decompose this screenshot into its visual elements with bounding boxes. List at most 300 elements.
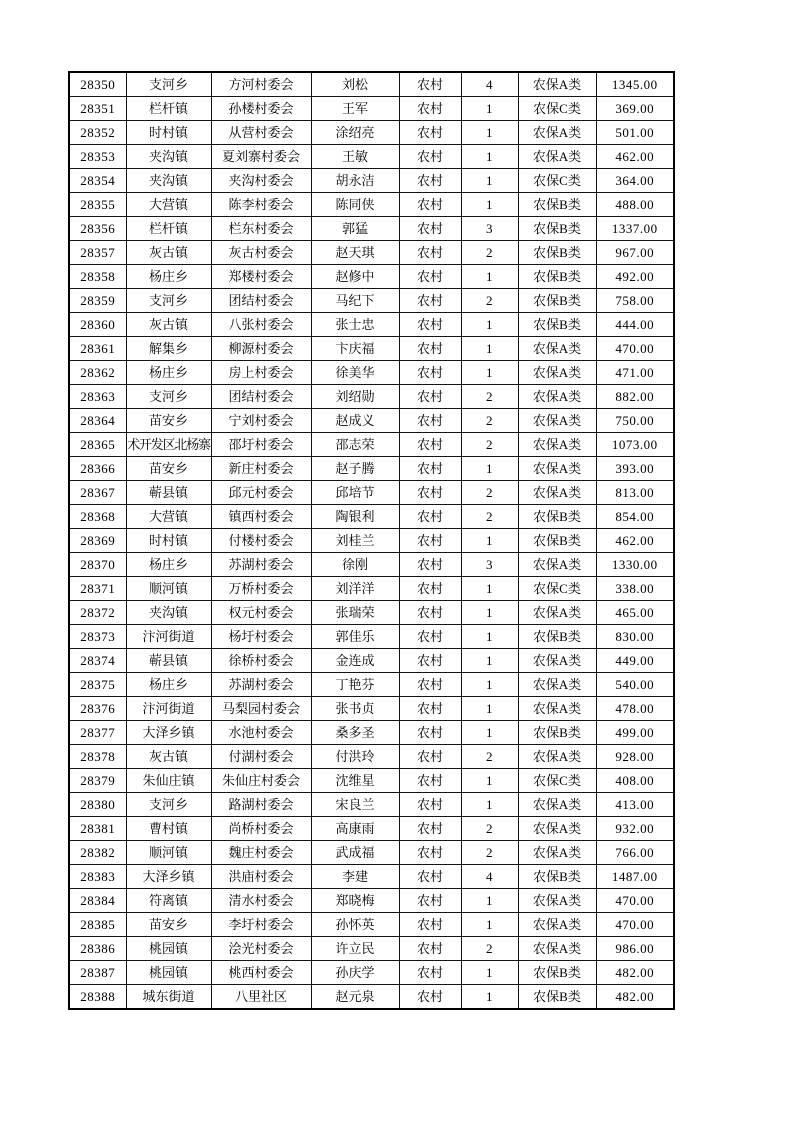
cell-name: 王军 [311,97,399,121]
cell-amount: 449.00 [596,649,674,673]
cell-township: 支河乡 [126,793,211,817]
cell-village: 灰古村委会 [211,241,311,265]
cell-category: 农保A类 [518,433,596,457]
cell-township: 杨庄乡 [126,553,211,577]
cell-name: 李建 [311,865,399,889]
cell-id: 28380 [69,793,126,817]
table-row [69,817,674,841]
cell-id: 28385 [69,913,126,937]
cell-type: 农村 [399,961,461,985]
cell-name: 卞庆福 [311,337,399,361]
cell-township: 杨庄乡 [126,361,211,385]
cell-category: 农保A类 [518,553,596,577]
cell-township: 桃园镇 [126,937,211,961]
cell-amount: 478.00 [596,697,674,721]
cell-category: 农保B类 [518,289,596,313]
cell-name: 张瑞荣 [311,601,399,625]
cell-count: 1 [461,985,518,1010]
cell-village: 孙楼村委会 [211,97,311,121]
table-body [69,72,674,1009]
cell-type: 农村 [399,409,461,433]
cell-amount: 444.00 [596,313,674,337]
cell-count: 2 [461,433,518,457]
cell-name: 涂绍亮 [311,121,399,145]
cell-name: 宋良兰 [311,793,399,817]
cell-village: 浍光村委会 [211,937,311,961]
cell-name: 刘绍勋 [311,385,399,409]
table-row [69,241,674,265]
cell-village: 徐桥村委会 [211,649,311,673]
cell-amount: 501.00 [596,121,674,145]
cell-village: 路湖村委会 [211,793,311,817]
table-row [69,721,674,745]
cell-village: 团结村委会 [211,289,311,313]
cell-township: 栏杆镇 [126,217,211,241]
cell-id: 28352 [69,121,126,145]
cell-count: 2 [461,241,518,265]
cell-township: 大泽乡镇 [126,721,211,745]
cell-type: 农村 [399,313,461,337]
cell-count: 1 [461,673,518,697]
cell-count: 1 [461,793,518,817]
cell-amount: 830.00 [596,625,674,649]
cell-amount: 369.00 [596,97,674,121]
cell-amount: 393.00 [596,457,674,481]
cell-type: 农村 [399,745,461,769]
cell-category: 农保A类 [518,385,596,409]
cell-id: 28354 [69,169,126,193]
cell-name: 邱培节 [311,481,399,505]
cell-id: 28382 [69,841,126,865]
cell-amount: 813.00 [596,481,674,505]
cell-id: 28353 [69,145,126,169]
cell-type: 农村 [399,289,461,313]
table-row [69,72,674,97]
cell-amount: 471.00 [596,361,674,385]
cell-category: 农保A类 [518,817,596,841]
cell-type: 农村 [399,817,461,841]
table-row [69,841,674,865]
cell-village: 杨圩村委会 [211,625,311,649]
cell-name: 桑多圣 [311,721,399,745]
cell-village: 陈李村委会 [211,193,311,217]
cell-name: 张书贞 [311,697,399,721]
cell-category: 农保A类 [518,337,596,361]
cell-category: 农保A类 [518,745,596,769]
cell-amount: 465.00 [596,601,674,625]
cell-count: 2 [461,409,518,433]
cell-township: 蕲县镇 [126,481,211,505]
cell-township: 大营镇 [126,505,211,529]
cell-township: 杨庄乡 [126,673,211,697]
cell-category: 农保C类 [518,97,596,121]
table-row [69,865,674,889]
cell-name: 邵志荣 [311,433,399,457]
cell-name: 金连成 [311,649,399,673]
table-row [69,793,674,817]
cell-category: 农保B类 [518,961,596,985]
cell-id: 28350 [69,72,126,97]
cell-village: 方河村委会 [211,72,311,97]
cell-amount: 882.00 [596,385,674,409]
cell-name: 高康雨 [311,817,399,841]
cell-count: 1 [461,337,518,361]
cell-type: 农村 [399,601,461,625]
cell-id: 28372 [69,601,126,625]
cell-village: 清水村委会 [211,889,311,913]
table-row [69,265,674,289]
cell-category: 农保C类 [518,577,596,601]
cell-id: 28356 [69,217,126,241]
table-row [69,337,674,361]
cell-name: 沈维星 [311,769,399,793]
cell-name: 刘松 [311,72,399,97]
cell-count: 2 [461,841,518,865]
table-row [69,505,674,529]
cell-type: 农村 [399,841,461,865]
cell-name: 赵成义 [311,409,399,433]
cell-amount: 986.00 [596,937,674,961]
cell-village: 付楼村委会 [211,529,311,553]
cell-name: 徐美华 [311,361,399,385]
cell-name: 武成福 [311,841,399,865]
table-row [69,745,674,769]
cell-id: 28378 [69,745,126,769]
cell-village: 尚桥村委会 [211,817,311,841]
cell-township: 灰古镇 [126,745,211,769]
cell-id: 28368 [69,505,126,529]
cell-name: 赵修中 [311,265,399,289]
cell-type: 农村 [399,169,461,193]
cell-id: 28377 [69,721,126,745]
cell-township: 解集乡 [126,337,211,361]
table-row [69,289,674,313]
cell-count: 1 [461,361,518,385]
cell-type: 农村 [399,889,461,913]
cell-id: 28357 [69,241,126,265]
social-insurance-payment-table [68,71,675,1010]
cell-township: 灰古镇 [126,241,211,265]
cell-category: 农保A类 [518,841,596,865]
cell-id: 28364 [69,409,126,433]
cell-village: 八张村委会 [211,313,311,337]
cell-amount: 766.00 [596,841,674,865]
cell-amount: 492.00 [596,265,674,289]
cell-amount: 408.00 [596,769,674,793]
cell-id: 28360 [69,313,126,337]
cell-category: 农保A类 [518,72,596,97]
cell-type: 农村 [399,361,461,385]
cell-name: 赵天琪 [311,241,399,265]
cell-amount: 338.00 [596,577,674,601]
cell-village: 宁刘村委会 [211,409,311,433]
cell-township: 杨庄乡 [126,265,211,289]
cell-id: 28359 [69,289,126,313]
cell-count: 1 [461,313,518,337]
cell-village: 团结村委会 [211,385,311,409]
cell-township: 桃园镇 [126,961,211,985]
cell-village: 马梨园村委会 [211,697,311,721]
cell-category: 农保A类 [518,361,596,385]
cell-count: 1 [461,193,518,217]
cell-id: 28355 [69,193,126,217]
cell-id: 28379 [69,769,126,793]
cell-category: 农保A类 [518,601,596,625]
cell-count: 2 [461,385,518,409]
cell-category: 农保A类 [518,121,596,145]
cell-village: 栏东村委会 [211,217,311,241]
cell-name: 胡永洁 [311,169,399,193]
table-row [69,697,674,721]
cell-count: 1 [461,121,518,145]
cell-type: 农村 [399,625,461,649]
cell-type: 农村 [399,985,461,1010]
cell-category: 农保A类 [518,889,596,913]
cell-amount: 470.00 [596,913,674,937]
cell-category: 农保B类 [518,505,596,529]
cell-count: 2 [461,937,518,961]
cell-id: 28384 [69,889,126,913]
cell-category: 农保B类 [518,241,596,265]
cell-amount: 1073.00 [596,433,674,457]
cell-name: 许立民 [311,937,399,961]
cell-count: 2 [461,289,518,313]
cell-village: 苏湖村委会 [211,673,311,697]
cell-category: 农保B类 [518,985,596,1010]
cell-township: 蕲县镇 [126,649,211,673]
cell-count: 1 [461,961,518,985]
cell-category: 农保C类 [518,769,596,793]
table-row [69,625,674,649]
cell-count: 1 [461,97,518,121]
cell-category: 农保B类 [518,865,596,889]
table-row [69,409,674,433]
cell-name: 陈同侠 [311,193,399,217]
cell-village: 镇西村委会 [211,505,311,529]
cell-village: 朱仙庄村委会 [211,769,311,793]
cell-village: 新庄村委会 [211,457,311,481]
cell-township: 夹沟镇 [126,169,211,193]
cell-name: 郭猛 [311,217,399,241]
cell-amount: 750.00 [596,409,674,433]
cell-count: 1 [461,529,518,553]
cell-type: 农村 [399,241,461,265]
cell-name: 郭佳乐 [311,625,399,649]
cell-id: 28351 [69,97,126,121]
table-row [69,361,674,385]
cell-category: 农保A类 [518,673,596,697]
cell-category: 农保A类 [518,145,596,169]
table-row [69,481,674,505]
cell-name: 王敏 [311,145,399,169]
cell-village: 郑楼村委会 [211,265,311,289]
cell-type: 农村 [399,553,461,577]
cell-amount: 499.00 [596,721,674,745]
cell-name: 赵元泉 [311,985,399,1010]
table-row [69,553,674,577]
table-row [69,121,674,145]
cell-count: 1 [461,625,518,649]
cell-township: 大营镇 [126,193,211,217]
cell-village: 李圩村委会 [211,913,311,937]
cell-name: 付洪玲 [311,745,399,769]
cell-name: 马纪下 [311,289,399,313]
table-row [69,673,674,697]
cell-type: 农村 [399,193,461,217]
cell-amount: 1337.00 [596,217,674,241]
cell-category: 农保C类 [518,169,596,193]
table-row [69,169,674,193]
cell-type: 农村 [399,793,461,817]
cell-township: 城东街道 [126,985,211,1010]
cell-type: 农村 [399,721,461,745]
cell-village: 洪庙村委会 [211,865,311,889]
table-row [69,601,674,625]
cell-village: 房上村委会 [211,361,311,385]
cell-village: 夹沟村委会 [211,169,311,193]
cell-type: 农村 [399,121,461,145]
cell-amount: 488.00 [596,193,674,217]
cell-category: 农保B类 [518,265,596,289]
cell-count: 2 [461,505,518,529]
cell-id: 28371 [69,577,126,601]
cell-count: 1 [461,457,518,481]
table-row [69,889,674,913]
cell-count: 1 [461,265,518,289]
cell-type: 农村 [399,937,461,961]
table-row [69,529,674,553]
table-row [69,217,674,241]
cell-name: 徐刚 [311,553,399,577]
cell-name: 郑晓梅 [311,889,399,913]
cell-id: 28376 [69,697,126,721]
cell-category: 农保B类 [518,313,596,337]
cell-village: 从营村委会 [211,121,311,145]
cell-name: 陶银利 [311,505,399,529]
table-row [69,937,674,961]
cell-amount: 470.00 [596,889,674,913]
cell-amount: 1330.00 [596,553,674,577]
cell-village: 权元村委会 [211,601,311,625]
cell-village: 邱元村委会 [211,481,311,505]
cell-type: 农村 [399,673,461,697]
cell-amount: 364.00 [596,169,674,193]
cell-township: 苗安乡 [126,409,211,433]
cell-name: 张士忠 [311,313,399,337]
cell-township: 汴河街道 [126,697,211,721]
cell-category: 农保B类 [518,625,596,649]
cell-id: 28369 [69,529,126,553]
cell-amount: 967.00 [596,241,674,265]
cell-category: 农保B类 [518,529,596,553]
cell-type: 农村 [399,505,461,529]
cell-type: 农村 [399,217,461,241]
cell-type: 农村 [399,481,461,505]
cell-village: 八里社区 [211,985,311,1010]
cell-category: 农保A类 [518,697,596,721]
cell-type: 农村 [399,145,461,169]
cell-name: 孙庆学 [311,961,399,985]
cell-township: 苗安乡 [126,913,211,937]
cell-village: 水池村委会 [211,721,311,745]
cell-id: 28363 [69,385,126,409]
cell-id: 28362 [69,361,126,385]
cell-township: 苗安乡 [126,457,211,481]
cell-type: 农村 [399,97,461,121]
cell-count: 3 [461,553,518,577]
cell-id: 28366 [69,457,126,481]
cell-township: 夹沟镇 [126,601,211,625]
cell-type: 农村 [399,913,461,937]
cell-count: 2 [461,817,518,841]
cell-township: 曹村镇 [126,817,211,841]
cell-count: 4 [461,72,518,97]
cell-category: 农保A类 [518,481,596,505]
cell-id: 28358 [69,265,126,289]
cell-township: 支河乡 [126,289,211,313]
cell-category: 农保B类 [518,217,596,241]
cell-township: 灰古镇 [126,313,211,337]
cell-id: 28361 [69,337,126,361]
table-row [69,457,674,481]
cell-category: 农保A类 [518,793,596,817]
cell-id: 28381 [69,817,126,841]
cell-village: 付湖村委会 [211,745,311,769]
cell-amount: 482.00 [596,961,674,985]
cell-count: 1 [461,697,518,721]
table-row [69,313,674,337]
cell-count: 3 [461,217,518,241]
table-row [69,985,674,1010]
cell-id: 28365 [69,433,126,457]
cell-township: 支河乡 [126,385,211,409]
cell-township: 顺河镇 [126,577,211,601]
cell-township: 时村镇 [126,121,211,145]
cell-amount: 854.00 [596,505,674,529]
cell-amount: 928.00 [596,745,674,769]
cell-category: 农保B类 [518,721,596,745]
cell-village: 万桥村委会 [211,577,311,601]
cell-id: 28388 [69,985,126,1010]
cell-id: 28370 [69,553,126,577]
table-row [69,769,674,793]
cell-township: 汴河街道 [126,625,211,649]
cell-type: 农村 [399,577,461,601]
cell-amount: 482.00 [596,985,674,1010]
cell-name: 丁艳芬 [311,673,399,697]
cell-count: 1 [461,913,518,937]
cell-id: 28383 [69,865,126,889]
cell-township: 夹沟镇 [126,145,211,169]
cell-category: 农保A类 [518,457,596,481]
table-row [69,913,674,937]
cell-village: 夏刘寨村委会 [211,145,311,169]
cell-amount: 1487.00 [596,865,674,889]
table-row [69,193,674,217]
cell-township: 支河乡 [126,72,211,97]
cell-count: 2 [461,481,518,505]
cell-type: 农村 [399,865,461,889]
cell-village: 苏湖村委会 [211,553,311,577]
cell-township: 符离镇 [126,889,211,913]
cell-village: 魏庄村委会 [211,841,311,865]
cell-count: 4 [461,865,518,889]
table-row [69,145,674,169]
cell-name: 孙怀英 [311,913,399,937]
cell-village: 桃西村委会 [211,961,311,985]
cell-amount: 1345.00 [596,72,674,97]
cell-count: 1 [461,769,518,793]
